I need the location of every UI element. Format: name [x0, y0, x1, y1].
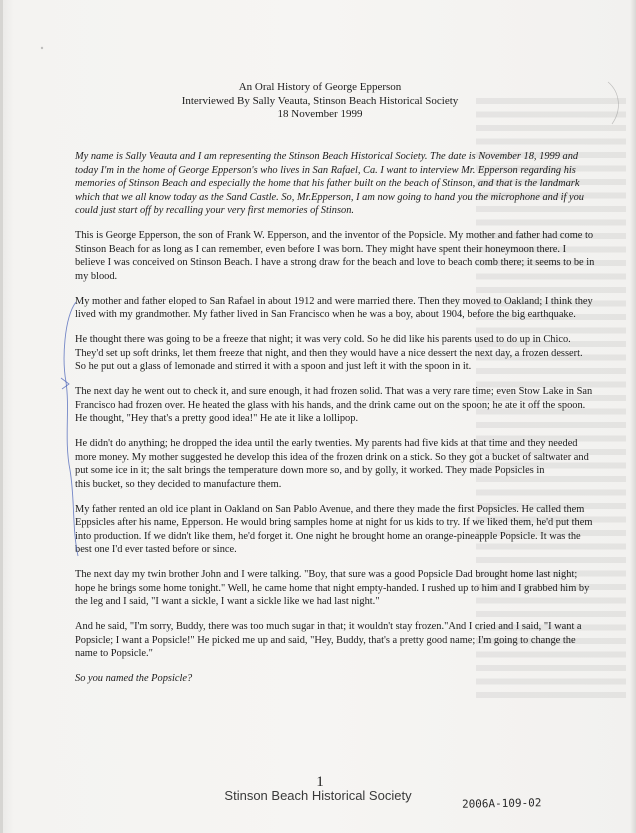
- paragraph-4: He thought there was going to be a freeze that night; it was very cold. So he did like his parents used to do up in Chico. They'd set up soft drinks, let them freeze that night, and then they would have a nice dessert the next day, a frozen dessert. So he put out a glass of lemonade and stirred it with a spoon and just left it with the spoon in it.: [75, 334, 583, 372]
- document-title: An Oral History of George Epperson: [238, 81, 402, 93]
- paragraph-3: My mother and father eloped to San Rafael in about 1912 and were married there. Then they moved to Oakland; I think they lived with my grandmother. My father lived in San Francisco when he was a boy, about 1904, before the big earthquake.: [75, 295, 593, 320]
- paragraph-6: He didn't do anything; he dropped the idea until the early twenties. My parents had five kids at that time and they needed more money. My mother suggested he develop this idea of the frozen drink on a stick. So they got a bucket of saltwater and put some ice in it; the salt brings the temperature down more so, and by golly, it worked. They made Popsicles in this bucket, so they decided to manufacture them.: [75, 438, 589, 490]
- interview-date: 18 November 1999: [277, 108, 363, 120]
- interviewer-line: Interviewed By Sally Veauta, Stinson Beach Historical Society: [181, 94, 459, 107]
- document-header: [0, 81, 636, 122]
- margin-tick-mark: [61, 378, 69, 389]
- paragraph-2: This is George Epperson, the son of Frank W. Epperson, and the inventor of the Popsicle. My mother and father had come to Stinson Beach for as long as I can remember, even before I was born. They might have spent their honeymoon there. I believe I was conceived on Stinson Beach. I have a strong draw for the beach and love to beach comb there; it seems to be in my blood.: [75, 230, 595, 282]
- scan-edge-right: [630, 0, 636, 833]
- paragraph-9: And he said, "I'm sorry, Buddy, there was too much sugar in that; it wouldn't stay frozen."And I cried and I said, "I want a Popsicle; I want a Popsicle!" He picked me up and said, "Hey, Buddy, that's a pretty good name; I'm going to change the name to Popsicle.": [75, 621, 582, 659]
- page-number: 1: [316, 774, 324, 790]
- transcript-body: [75, 150, 595, 697]
- paragraph-5: The next day he went out to check it, and sure enough, it had frozen solid. That was a very rare time; even Stow Lake in San Francisco had frozen over. He heated the glass with his hands, and the drink came out on the spoon; he ate it off the spoon. He thought, "Hey that's a pretty good idea!" He ate it like a lollipop.: [75, 386, 593, 424]
- footer-society-name: Stinson Beach Historical Society: [224, 788, 412, 803]
- punch-dot: [41, 47, 43, 49]
- question-paragraph: So you named the Popsicle?: [75, 673, 193, 684]
- paragraph-8: The next day my twin brother John and I were talking. "Boy, that sure was a good Popsicle Dad brought home last night; hope he brings some home tonight." Well, he came home that night empty-handed. I rushed up to him and I grabbed him by the leg and I said, "I want a sickle, I want a sickle like we had last night.": [75, 569, 590, 607]
- intro-paragraph: My name is Sally Veauta and I am representing the Stinson Beach Historical Society. The date is November 18, 1999 and today I'm in the home of George Epperson's who lives in San Rafael, Ca. I want to interview Mr. Epperson regarding his memories of Stinson Beach and especially the home that his father built on the beach of Stinson, and that is the landmark which that we all know today as the Sand Castle. So, Mr.Epperson, I am now going to hand you the microphone and if you could just start off by recalling your very first memories of Stinson.: [75, 151, 585, 216]
- paragraph-7: My father rented an old ice plant in Oakland on San Pablo Avenue, and there they made the first Popsicles. He called them Eppsicles after his name, Epperson. He would bring samples home at night for us kids to try. If we liked them, he'd put them into production. If we didn't like them, he'd forget it. One night he brought home an orange-pineapple Popsicle. It was the best one I'd ever tasted before or since.: [75, 503, 593, 555]
- scan-edge-left: [0, 0, 3, 833]
- handwritten-archive-number: 2006A-109-02: [461, 796, 542, 811]
